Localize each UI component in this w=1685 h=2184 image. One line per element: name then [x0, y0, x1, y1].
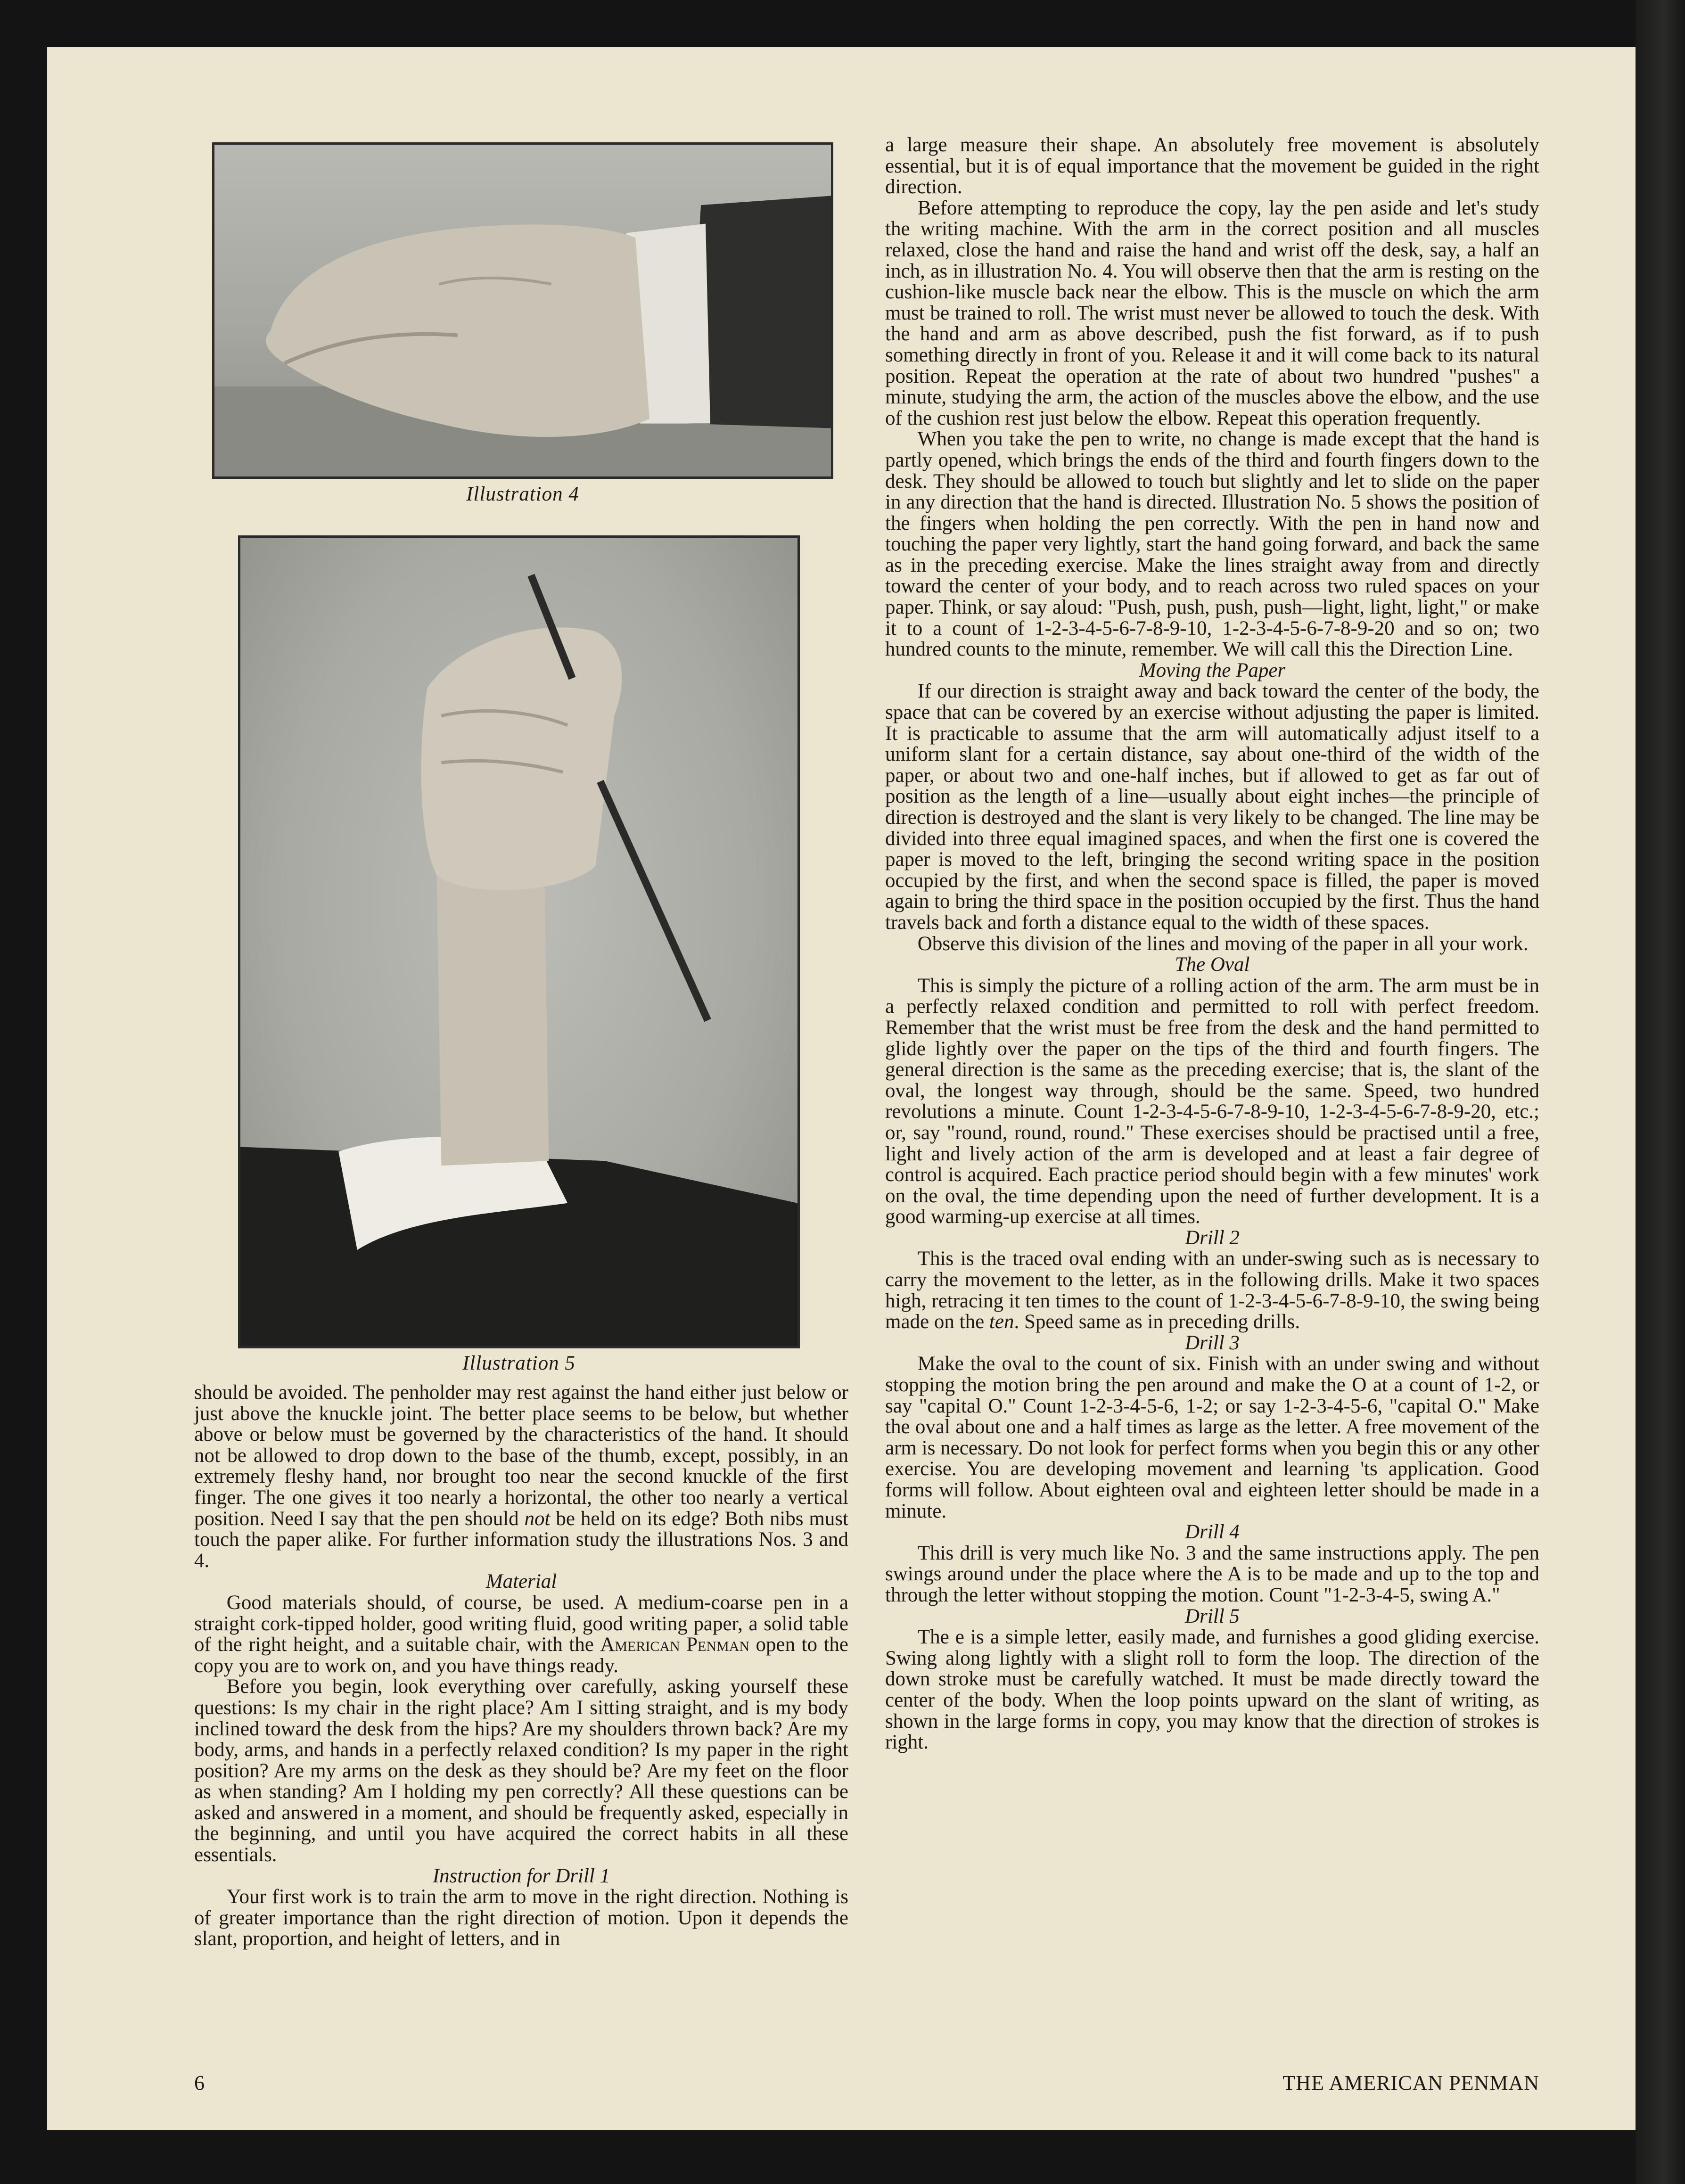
- paragraph-penholder: should be avoided. The penholder may rest against the hand either just below or just above the knuckle joint. The better place seems to be below, but whether above or below must be governed by the characteristics of the hand. It should not be allowed to drop down to the base of the thumb, except, possibly, in an extremely fleshy hand, nor brought too near the second knuckle of the first finger. The one gives it too nearly a horizontal, the other too nearly a vertical position. Need I say that the pen should not be held on its edge? Both nibs must touch the paper alike. For further information study the illustrations Nos. 3 and 4.: [194, 1381, 849, 1572]
- paragraph-moving-paper: If our direction is straight away and back toward the center of the body, the space that can be covered by an exercise without adjusting the paper is limited. It is practicable to assume that the arm will automatically adjust itself to a uniform slant for a certain distance, say about one-third of the width of the paper, or about two and one-half inches, but if allowed to get as far out of position as the length of a line—usually about eight inches—the principle of direction is destroyed and the slant is very likely to be changed. The line may be divided into three equal imagined spaces, and when the first one is covered the paper is moved to the left, bringing the second writing space in the position occupied by the first, and when the second space is filled, the paper is moved again to bring the third space in the position occupied by the first. Thus the hand travels back and forth a distance equal to the width of these spaces.: [885, 680, 1539, 934]
- heading-drill-3: Drill 3: [1185, 1331, 1240, 1354]
- left-column-text: [194, 1382, 848, 1950]
- illustration-5-caption: Illustration 5: [462, 1352, 575, 1374]
- paragraph-drill-4: This drill is very much like No. 3 and the same instructions apply. The pen swings around under the place where the A is to be made and up to the top and through the letter without stopping the motion. Count "1-2-3-4-5, swing A.": [885, 1542, 1539, 1606]
- heading-material: Material: [485, 1570, 557, 1593]
- paragraph-materials: Good materials should, of course, be used. A medium-coarse pen in a straight cork-tipped holder, good writing fluid, good writing paper, a solid table of the right height, and a suitable chair, with the American Penman open to the copy you are to work on, and you have things ready.: [194, 1591, 848, 1677]
- heading-drill-2: Drill 2: [1185, 1226, 1240, 1249]
- paragraph-first-work: Your first work is to train the arm to move in the right direction. Nothing is of greater importance than the right direction of motion. Upon it depends the slant, proportion, and height of letters, and in: [194, 1886, 848, 1950]
- book-spine: [1636, 0, 1685, 2184]
- paragraph-observe: Observe this division of the lines and moving of the paper in all your work.: [917, 932, 1529, 955]
- heading-oval: The Oval: [1175, 953, 1250, 976]
- heading-instruction-drill-1: Instruction for Drill 1: [432, 1864, 610, 1887]
- paragraph-oval: This is simply the picture of a rolling action of the arm. The arm must be in a perfectly relaxed condition and permitted to roll with perfect freedom. Remember that the wrist must be free from the desk and the hand permitted to glide lightly over the paper on the tips of the third and fourth fingers. The general direction is the same as the preceding exercise; that is, the slant of the oval, the longest way through, should be the same. Speed, two hundred revolutions a minute. Count 1-2-3-4-5-6-7-8-9-10, 1-2-3-4-5-6-7-8-9-20, etc.; or, say "round, round, round." These exercises should be practised until a free, light and lively action of the arm is developed and at least a fair degree of control is acquired. Each practice period should begin with a few minutes' work on the oval, the time depending upon the need of further development. It is a good warming-up exercise at all times.: [885, 974, 1539, 1228]
- paragraph-drill-2: This is the traced oval ending with an under-swing such as is necessary to carry the movement to the letter, as in the following drills. Make it two spaces high, retracing it ten times to the count of 1-2-3-4-5-6-7-8-9-10, the swing being made on the ten. Speed same as in preceding drills.: [885, 1248, 1539, 1333]
- running-title: THE AMERICAN PENMAN: [1282, 2071, 1539, 2094]
- paragraph-drill-5: The e is a simple letter, easily made, and furnishes a good gliding exercise. Swing along lightly with a slight roll to form the loop. The direction of the down stroke must be carefully watched. It must be made directly toward the center of the body. When the loop points upward on the slant of writing, as shown in the large forms in copy, you may know that the direction of strokes is right.: [885, 1626, 1539, 1754]
- paragraph-questions: Before you begin, look everything over carefully, asking yourself these questions: Is my chair in the right place? Am I sitting straight, and is my body inclined toward the desk from the hips? Are my shoulders thrown back? Are my body, arms, and hands in a perfectly relaxed condition? Is my paper in the right position? Are my arms on the desk as they should be? Are my feet on the floor as when standing? Am I holding my pen correctly? All these questions can be asked and answered in a moment, and should be frequently asked, especially in the beginning, and until you have acquired the correct habits in all these essentials.: [194, 1675, 848, 1866]
- paragraph-free-movement: a large measure their shape. An absolutely free movement is absolutely essential, but it is of equal importance that the movement be guided in the right direction.: [885, 134, 1539, 198]
- heading-drill-5: Drill 5: [1185, 1605, 1240, 1627]
- paragraph-direction-line: When you take the pen to write, no change is made except that the hand is partly opened, which brings the ends of the third and fourth fingers down to the desk. They should be allowed to touch but slightly and let to slide on the paper in any direction that the hand is directed. Illustration No. 5 shows the position of the fingers when holding the pen correctly. With the pen in hand now and touching the paper very lightly, start the hand going forward, and back the same as in the preceding exercise. Make the lines straight away from and directly toward the center of your body, and to reach across two ruled spaces on your paper. Think, or say aloud: "Push, push, push, push—light, light, light," or make it to a count of 1-2-3-4-5-6-7-8-9-10, 1-2-3-4-5-6-7-8-9-20 and so on; two hundred counts to the minute, remember. We will call this the Direction Line.: [885, 428, 1539, 661]
- paragraph-writing-machine: Before attempting to reproduce the copy, lay the pen aside and let's study the writing machine. With the arm in the correct position and all muscles relaxed, close the hand and raise the hand and wrist off the desk, say, a half an inch, as in illustration No. 4. You will observe then that the arm is resting on the cushion-like muscle back near the elbow. This is the muscle on which the arm must be trained to roll. The wrist must never be allowed to touch the desk. With the hand and arm as above described, push the fist forward, as if to push something directly in front of you. Release it and it will come back to its natural position. Repeat the operation at the rate of about two hundred "pushes" a minute, studying the arm, the action of the muscles above the elbow, and the use of the cushion rest just below the elbow. Repeat this operation frequently.: [885, 197, 1539, 429]
- right-column-text: [885, 135, 1539, 1753]
- heading-moving-paper: Moving the Paper: [1139, 659, 1286, 681]
- heading-drill-4: Drill 4: [1185, 1521, 1240, 1544]
- paragraph-drill-3: Make the oval to the count of six. Finish with an under swing and without stopping the motion bring the pen around and make the O at a count of 1-2, or say "capital O." Count 1-2-3-4-5-6, 1-2; or say 1-2-3-4-5-6, "capital O." Make the oval about one and a half times as large as the letter. A free movement of the arm is necessary. Do not look for perfect forms when you begin this or any other exercise. You are developing movement and learning 'ts application. Good forms will follow. About eighteen oval and eighteen letter should be made in a minute.: [885, 1353, 1539, 1522]
- page-number: 6: [194, 2071, 205, 2094]
- illustration-4-photo: [212, 142, 833, 479]
- illustration-4-caption: Illustration 4: [466, 483, 579, 505]
- illustration-5-photo: [238, 535, 800, 1348]
